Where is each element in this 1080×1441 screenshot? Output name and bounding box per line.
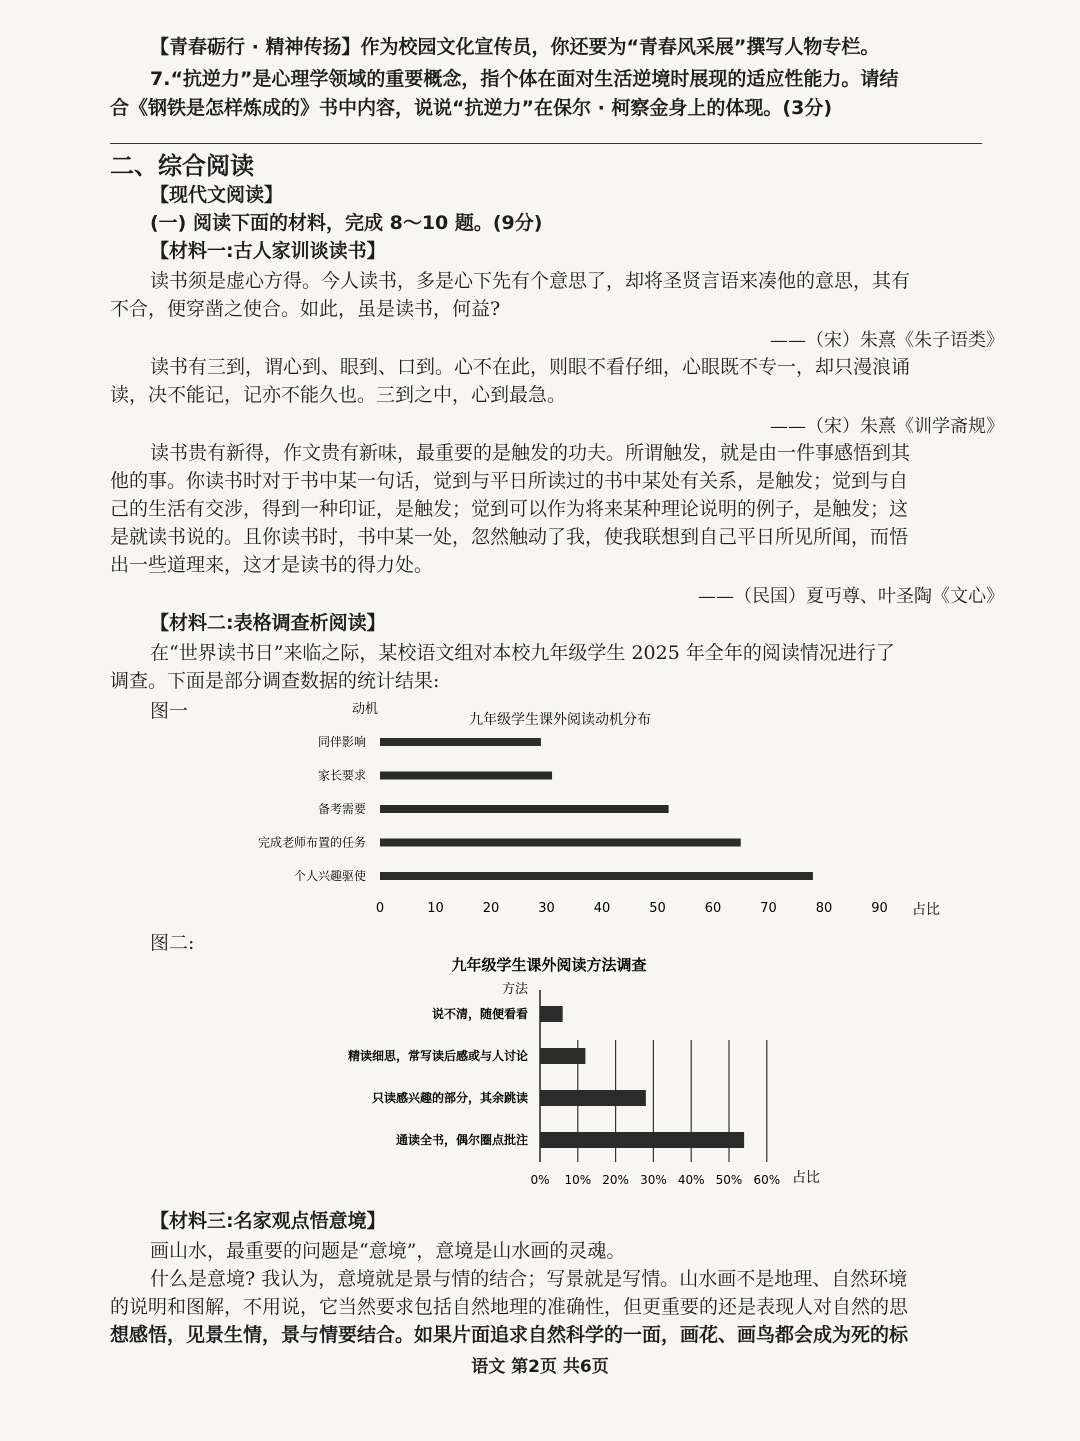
chart2-x-tick: 0% [530, 1173, 550, 1187]
chart2-bar [540, 1132, 744, 1148]
chart1-title: 九年级学生课外阅读动机分布 [469, 712, 651, 728]
material-2-heading: 【材料二:表格调查析阅读】 [150, 612, 386, 634]
chart2-bar [540, 1048, 585, 1064]
m1-p2-line2: 读，决不能记，记亦不能久也。三到之中，心到最急。 [110, 384, 567, 406]
m1-source-3: ——（民国）夏丏尊、叶圣陶《文心》 [698, 586, 1004, 607]
chart1-x-label: 占比 [912, 902, 940, 918]
m1-p3-line2: 他的事。你读书时对于书中某一句话，觉到与平日所读过的书中某处有关系，是触发；觉到与自 [110, 470, 909, 492]
m3-line1: 画山水，最重要的问题是“意境”，意境是山水画的灵魂。 [150, 1240, 626, 1262]
chart1-x-tick: 50 [649, 901, 666, 916]
chart2-x-tick: 20% [602, 1173, 629, 1187]
material-1-heading: 【材料一:古人家训谈读书】 [150, 240, 386, 262]
chart1-category-label: 个人兴趣驱使 [293, 869, 366, 883]
chart1-x-tick: 70 [760, 901, 777, 916]
chart1-x-tick: 90 [871, 901, 888, 916]
m3-line4: 想感悟，见景生情，景与情要结合。如果片面追求自然科学的一面，画花、画鸟都会成为死的标 [110, 1324, 909, 1346]
figure-1-label: 图一 [150, 700, 189, 722]
m2-para-line2: 调查。下面是部分调查数据的统计结果: [110, 670, 440, 692]
chart2-category-label: 只读感兴趣的部分，其余跳读 [371, 1091, 528, 1105]
chart1-category-label: 完成老师布置的任务 [257, 835, 366, 850]
section-header-youth: 【青春砺行 · 精神传扬】作为校园文化宣传员，你还要为“青春风采展”撰写人物专栏。 [150, 36, 880, 58]
chart1-x-tick: 30 [538, 901, 555, 916]
chart1-category-label: 备考需要 [317, 802, 366, 816]
chart2-x-label: 占比 [792, 1170, 820, 1186]
m1-p3-line1: 读书贵有新得，作文贵有新味，最重要的是触发的功夫。所谓触发，就是由一件事感悟到其 [150, 442, 911, 464]
chart1-category-label: 家长要求 [317, 768, 366, 783]
m1-p3-line4: 是就读书说的。且你读书时，书中某一处，忽然触动了我，使我联想到自己平日所见所闻，而悟 [110, 526, 909, 548]
chart2-title: 九年级学生课外阅读方法调查 [451, 956, 647, 974]
chart1-x-tick: 40 [593, 901, 611, 916]
chart1-x-tick: 10 [427, 901, 444, 916]
m1-p1-line2: 不合，便穿凿之使合。如此，虽是读书，何益? [110, 298, 501, 320]
m1-p2-line1: 读书有三到，谓心到、眼到、口到。心不在此，则眼不看仔细，心眼既不专一，却只漫浪诵 [150, 356, 911, 378]
section-2-subtitle: 【现代文阅读】 [150, 184, 284, 206]
chart1-x-tick: 20 [482, 901, 500, 916]
chart2-y-label: 方法 [502, 982, 529, 997]
m2-para-line1: 在“世界读书日”来临之际，某校语文组对本校九年级学生 2025 年全年的阅读情况进行了 [150, 642, 895, 664]
chart1-x-tick: 80 [815, 901, 833, 916]
question-7-line2: 合《钢铁是怎样炼成的》书中内容，说说“抗逆力”在保尔 · 柯察金身上的体现。(3分) [110, 97, 833, 119]
figure-2-label: 图二: [150, 932, 195, 954]
m1-p3-line5: 出一些道理来，这才是读书的得力处。 [110, 554, 434, 576]
m1-p1-line1: 读书须是虚心方得。今人读书，多是心下先有个意思了，却将圣贤言语来凑他的意思，其有 [150, 270, 911, 292]
material-3-heading: 【材料三:名家观点悟意境】 [150, 1210, 386, 1232]
chart2-category-label: 精读细思，常写读后感或与人讨论 [347, 1049, 528, 1063]
chart2-category-label: 通读全书，偶尔圈点批注 [395, 1133, 528, 1147]
reading-instruction: (一) 阅读下面的材料，完成 8～10 题。(9分) [150, 212, 543, 234]
chart2-x-tick: 30% [640, 1173, 667, 1187]
m3-line3: 的说明和图解，不用说，它当然要求包括自然地理的准确性，但更重要的还是表现人对自然的思 [110, 1296, 909, 1318]
chart2-x-tick: 50% [715, 1173, 743, 1187]
chart1-x-tick: 0 [375, 901, 385, 916]
chart2-x-tick: 10% [564, 1173, 592, 1187]
chart2-x-tick: 40% [677, 1173, 705, 1187]
page-footer: 语文 第2页 共6页 [471, 1357, 609, 1377]
chart1-category-label: 同伴影响 [317, 735, 366, 749]
m3-line2: 什么是意境? 我认为，意境就是景与情的结合；写景就是写情。山水画不是地理、自然环境 [150, 1268, 908, 1290]
chart2-category-label: 说不清，随便看看 [431, 1007, 528, 1021]
section-2-title: 二、综合阅读 [110, 152, 254, 180]
chart2-bar [540, 1006, 563, 1022]
m1-source-1: ——（宋）朱熹《朱子语类》 [770, 330, 1004, 351]
chart1-y-label: 动机 [352, 702, 379, 717]
chart2-bar [540, 1090, 646, 1106]
chart2-x-tick: 60% [753, 1173, 781, 1187]
m1-p3-line3: 己的生活有交涉，得到一种印证，是触发；觉到可以作为将来某种理论说明的例子，是触发；这 [110, 498, 909, 520]
question-7-line1: 7.“抗逆力”是心理学领域的重要概念，指个体在面对生活逆境时展现的适应性能力。请结 [150, 68, 899, 90]
m1-source-2: ——（宋）朱熹《训学斋规》 [770, 416, 1004, 437]
chart1-x-tick: 60 [704, 901, 722, 916]
